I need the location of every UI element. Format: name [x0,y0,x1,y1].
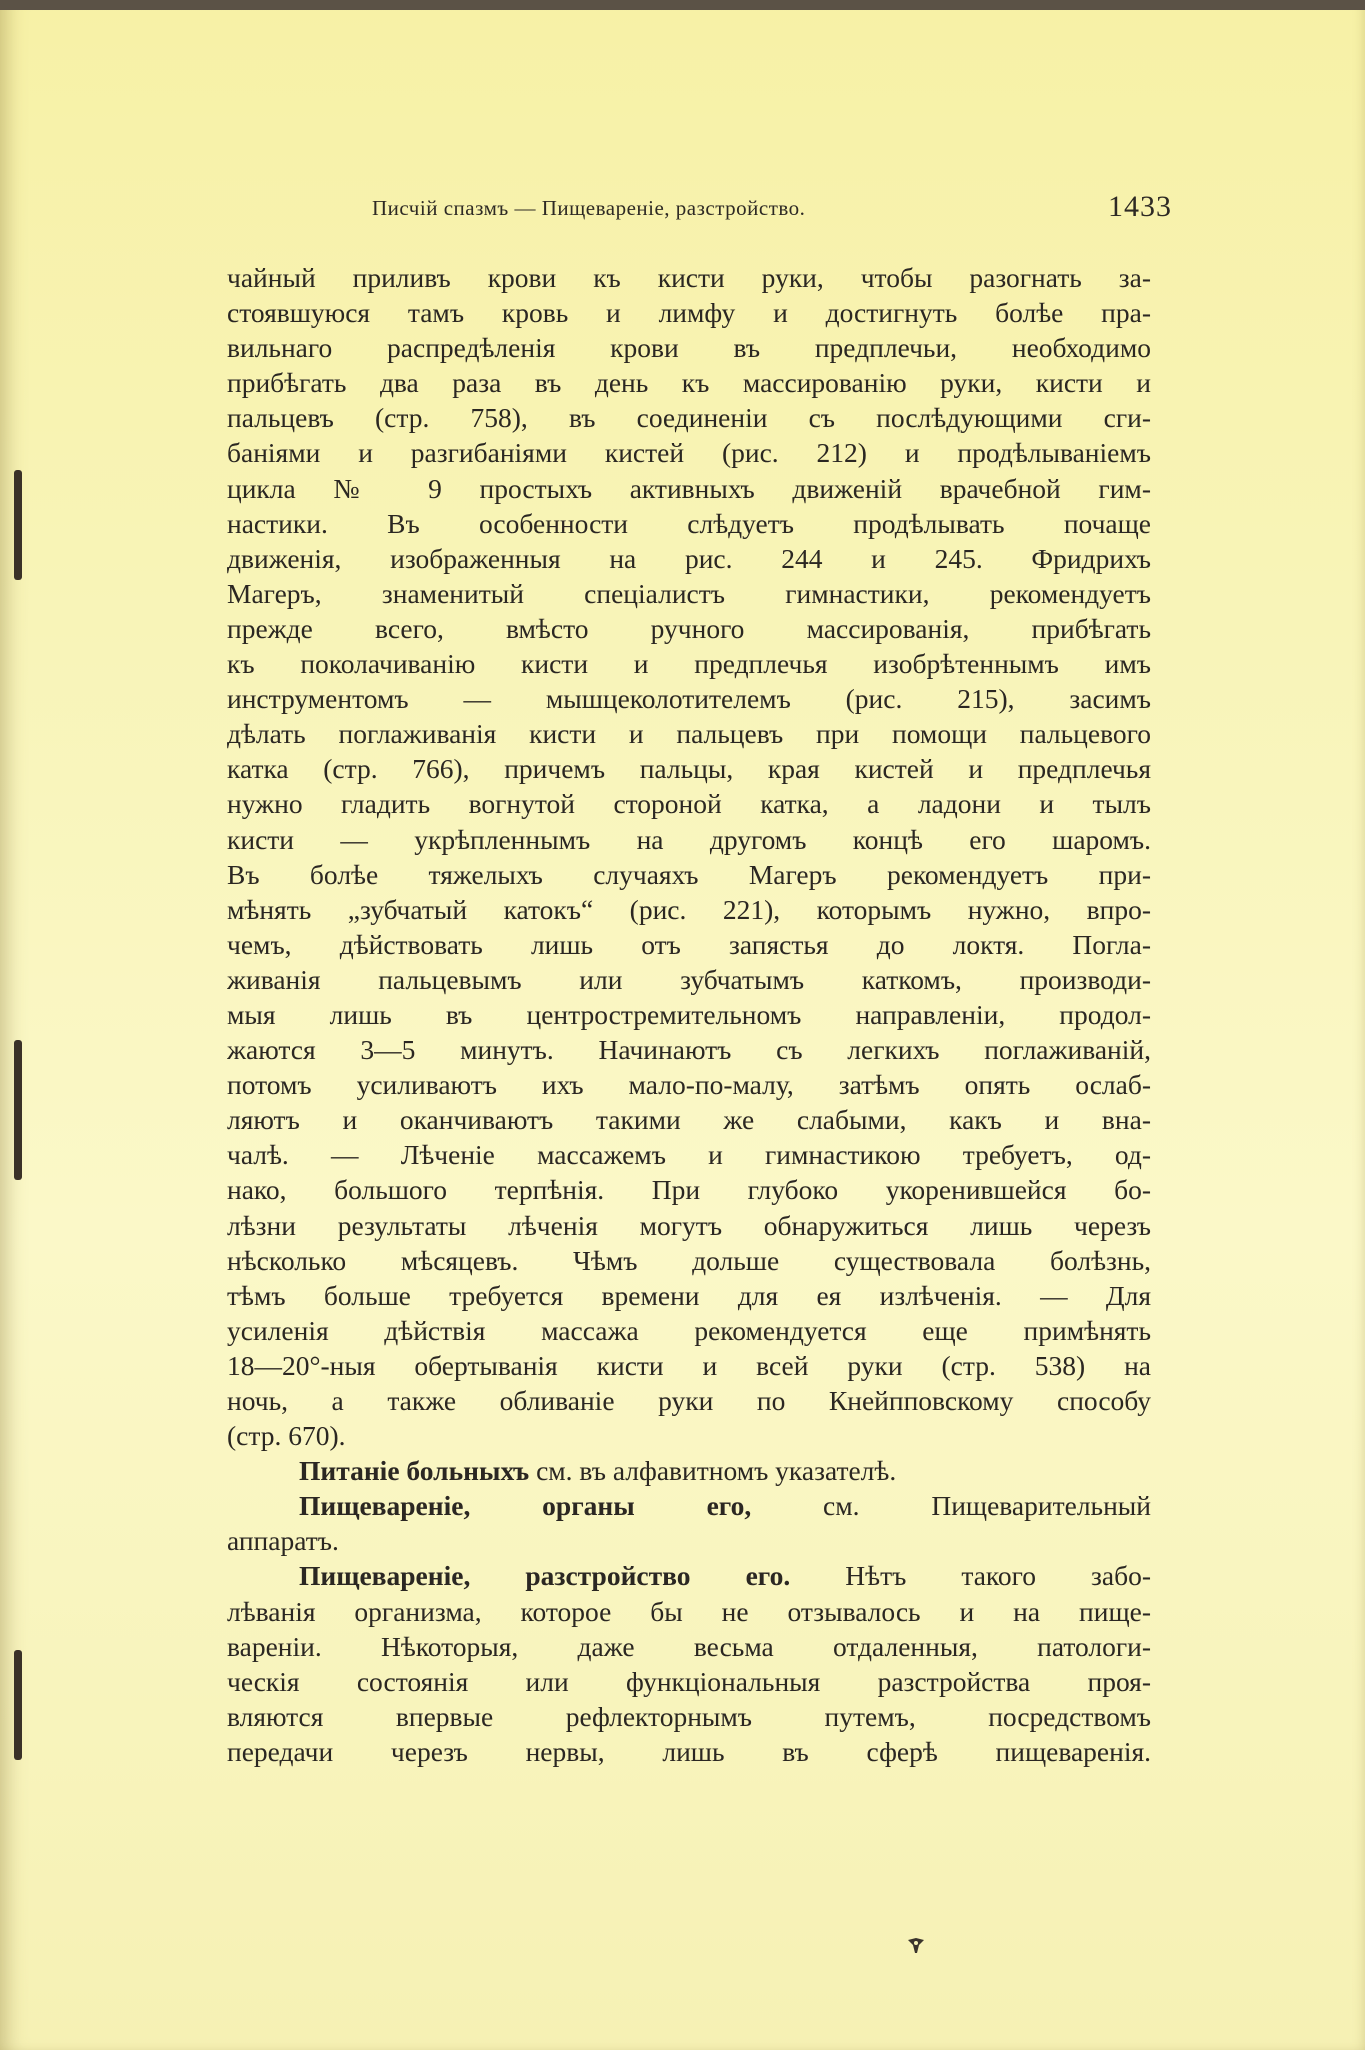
entry-line [227,1453,1151,1488]
text-line: усиленія дѣйствія массажа рекомендуется еще примѣнять [227,1314,1151,1346]
text-line: ляютъ и оканчиваютъ такими же слабыми, какъ и вна- [227,1104,1151,1136]
text-line: мѣнять „зубчатый катокъ“ (рис. 221), которымъ нужно, впро- [227,893,1151,925]
text-line: пальцевъ (стр. 758), въ соединеніи съ послѣдующими сги- [227,402,1151,434]
entry-heading: Питаніе больныхъ [299,1455,530,1487]
text-line: вляются впервые рефлекторнымъ путемъ, посредствомъ [227,1700,1151,1732]
text-line: цикла № 9 простыхъ активныхъ движеній врачебной гим- [227,472,1151,504]
text-line: чайный приливъ крови къ кисти руки, чтобы разогнать за- [227,262,1151,293]
text-line: ночь, а также обливаніе руки по Кнейпповскому способу [227,1385,1151,1416]
text-line: (стр. 670). [227,1420,346,1452]
page-number: 1433 [1108,190,1172,223]
fleuron-ornament-icon [905,1935,927,1957]
binding-mark [14,1650,22,1760]
text-line: 18—20°-ныя обертыванія кисти и всей руки (стр. 538) на [227,1349,1151,1381]
entry-text: Нѣтъ такого забо- [845,1560,1151,1592]
text-line: къ поколачиванію кисти и предплечья изобрѣтеннымъ имъ [227,648,1151,680]
page-top-edge [0,0,1365,10]
text-line: кисти — укрѣпленнымъ на другомъ концѣ его шаромъ. [227,823,1151,855]
entry-text: см. Пищеварительный [823,1490,1151,1522]
binding-mark [14,1040,22,1180]
text-line: чалѣ. — Лѣченіе массажемъ и гимнастикою требуетъ, од- [227,1139,1151,1171]
text-line: Магеръ, знаменитый спеціалистъ гимнастики, рекомендуетъ [227,577,1151,609]
entry-heading: Пищевареніе, разстройство его. [299,1560,791,1592]
running-header [372,190,1172,230]
binding-mark [14,470,22,580]
text-line: мыя лишь въ центростремительномъ направленіи, продол- [227,998,1151,1030]
text-line: настики. Въ особенности слѣдуетъ продѣлывать почаще [227,507,1151,539]
entry-heading: Пищевареніе, органы его, [299,1490,752,1522]
text-line: Въ болѣе тяжелыхъ случаяхъ Магеръ рекомендуетъ при- [227,858,1151,890]
text-line: чемъ, дѣйствовать лишь отъ запястья до локтя. Погла- [227,928,1151,960]
text-line: нако, большого терпѣнія. При глубоко укоренившейся бо- [227,1174,1151,1206]
text-line: ческія состоянія или функціональныя разстройства проя- [227,1665,1151,1697]
text-line: прибѣгать два раза въ день къ массированію руки, кисти и [227,367,1151,399]
text-line: прежде всего, вмѣсто ручного массированія, прибѣгать [227,612,1151,644]
text-line: жаются 3—5 минутъ. Начинаютъ съ легкихъ поглаживаній, [227,1034,1151,1066]
text-line: движенія, изображенныя на рис. 244 и 245. Фридрихъ [227,542,1151,574]
text-line: живанія пальцевымъ или зубчатымъ каткомъ, производи- [227,963,1151,995]
text-line: баніями и разгибаніями кистей (рис. 212) и продѣлываніемъ [227,437,1151,469]
text-line: вареніи. Нѣкоторыя, даже весьма отдаленныя, патологи- [227,1630,1151,1662]
text-line: дѣлать поглаживанія кисти и пальцевъ при помощи пальцевого [227,718,1151,750]
body-text [227,260,1151,1769]
text-line: потомъ усиливаютъ ихъ мало-по-малу, затѣмъ опять ослаб- [227,1069,1151,1101]
entry-line [227,1488,1151,1523]
running-title: Писчій спазмъ — Пищевареніе, разстройство. [372,196,806,220]
text-line: лѣзни результаты лѣченія могутъ обнаружиться лишь черезъ [227,1209,1151,1241]
text-line: стоявшуюся тамъ кровь и лимфу и достигнуть болѣе пра- [227,297,1151,329]
entry-line [227,1558,1151,1593]
text-line: катка (стр. 766), причемъ пальцы, края кистей и предплечья [227,753,1151,785]
text-line: тѣмъ больше требуется времени для ея излѣченія. — Для [227,1279,1151,1311]
text-line: вильнаго распредѣленія крови въ предплечьи, необходимо [227,332,1151,364]
text-line: нужно гладить вогнутой стороной катка, а ладони и тылъ [227,788,1151,820]
entry-text: см. въ алфавитномъ указателѣ. [536,1455,897,1487]
text-line: инструментомъ — мышцеколотителемъ (рис. 215), засимъ [227,683,1151,715]
text-line: передачи черезъ нервы, лишь въ сферѣ пищеваренія. [227,1735,1151,1767]
text-line: нѣсколько мѣсяцевъ. Чѣмъ дольше существовала болѣзнь, [227,1244,1151,1276]
text-line: аппаратъ. [227,1525,339,1557]
text-line: лѣванія организма, которое бы не отзывалось и на пище- [227,1595,1151,1627]
